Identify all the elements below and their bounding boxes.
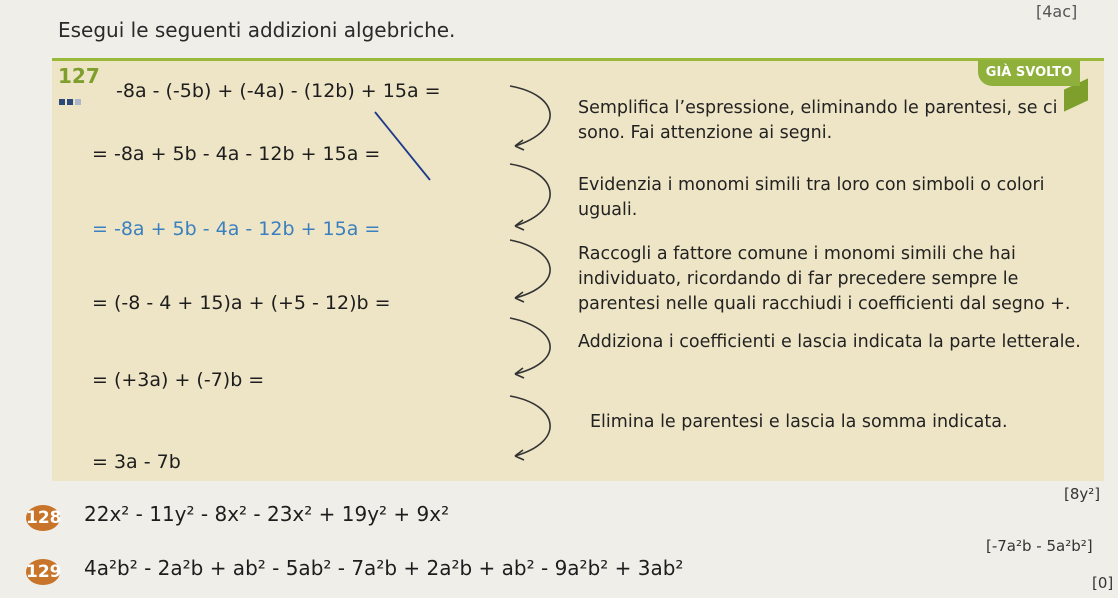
exercise-129-answer: [-7a²b - 5a²b²] [986,537,1093,555]
explanation-4: Addiziona i coefficienti e lascia indicata la parte letterale. [578,332,1081,352]
exercise-number-128: 128 [26,505,60,531]
pen-strike-mark [375,112,430,180]
exercise-130-answer: [0] [1092,574,1114,592]
previous-answer: [4ac] [1036,2,1078,21]
arrow-1 [510,86,550,146]
explanation-1: Semplifica l’espressione, eliminando le parentesi, se ci sono. Fai attenzione ai segni. [578,98,1058,143]
explanation-5: Elimina le parentesi e lascia la somma indicata. [590,412,1008,432]
arrow-4 [510,318,550,374]
arrow-2 [510,164,550,226]
step-6-result: = 3a - 7b [92,451,181,473]
explanation-3: Raccogli a fattore comune i monomi simili che hai individuato, ricordando di far precedere sempre le parentesi nelle quali racchiudi i coefficienti dal segno +. [578,244,1071,314]
exercise-number-127: 127 [58,64,100,88]
step-1: -8a - (-5b) + (-4a) - (12b) + 15a = [116,80,441,102]
arrow-3 [510,240,550,298]
explanation-2: Evidenzia i monomi simili tra loro con simboli o colori uguali. [578,175,1045,220]
step-2: = -8a + 5b - 4a - 12b + 15a = [92,143,381,165]
arrow-5 [510,396,550,456]
exercise-129-expression: 4a²b² - 2a²b + ab² - 5ab² - 7a²b + 2a²b + ab² - 9a²b² + 3ab² [84,556,684,580]
step-5: = (+3a) + (-7)b = [92,369,265,391]
solved-badge: GIÀ SVOLTO [978,60,1080,86]
step-3: = -8a + 5b - 4a - 12b + 15a = [92,218,381,240]
exercise-number-129: 129 [26,559,60,585]
exercise-128-expression: 22x² - 11y² - 8x² - 23x² + 19y² + 9x² [84,502,450,526]
step-4: = (-8 - 4 + 15)a + (+5 - 12)b = [92,292,391,314]
instruction-heading: Esegui le seguenti addizioni algebriche. [58,18,456,42]
exercise-128-answer: [8y²] [1064,485,1101,503]
